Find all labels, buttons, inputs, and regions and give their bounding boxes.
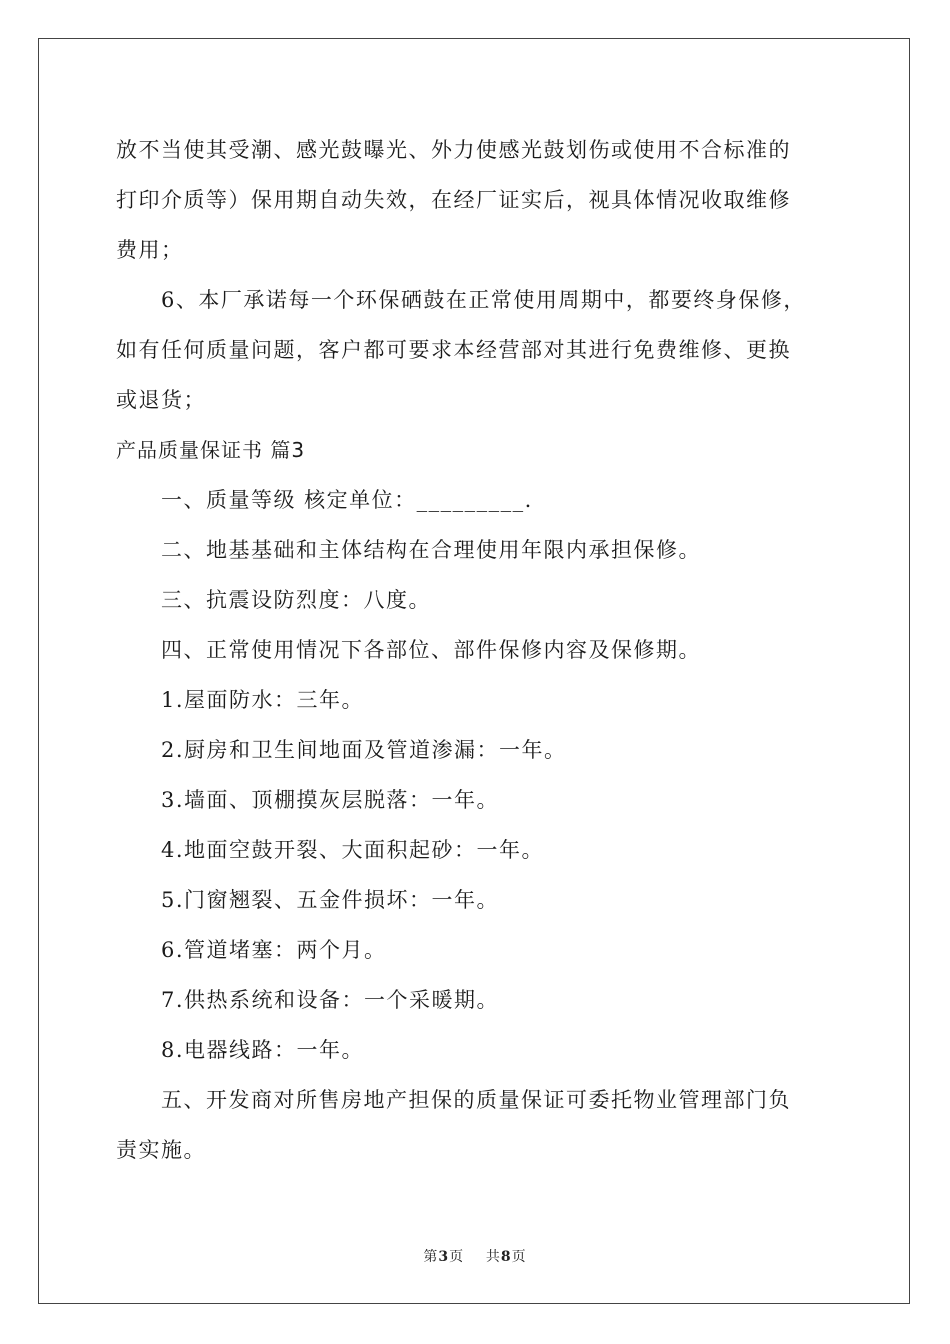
list-item: 3.墙面、顶棚摸灰层脱落：一年。 [161, 788, 500, 812]
list-item: 6.管道堵塞：两个月。 [161, 938, 387, 962]
list-item: 二、地基基础和主体结构在合理使用年限内承担保修。 [161, 538, 701, 562]
list-item: 4.地面空鼓开裂、大面积起砂：一年。 [161, 838, 545, 862]
list-item: 5.门窗翘裂、五金件损坏：一年。 [161, 888, 500, 912]
list-item: 7.供热系统和设备：一个采暖期。 [161, 988, 500, 1012]
page-number: 3 [438, 1249, 450, 1265]
page-prefix: 第 [423, 1249, 439, 1265]
total-pages: 8 [500, 1249, 512, 1265]
page-footer [0, 1246, 950, 1266]
total-prefix: 共 [485, 1249, 501, 1265]
list-item: 五、开发商对所售房地产担保的质量保证可委托物业管理部门负 [161, 1088, 791, 1112]
page-suffix: 页 [449, 1249, 465, 1265]
list-item: 2.厨房和卫生间地面及管道渗漏：一年。 [161, 738, 567, 762]
paragraph-line: 如有任何质量问题，客户都可要求本经营部对其进行免费维修、更换 [116, 338, 791, 362]
list-item: 8.电器线路：一年。 [161, 1038, 365, 1062]
paragraph-line: 打印介质等）保用期自动失效，在经厂证实后，视具体情况收取维修 [116, 188, 791, 212]
paragraph-line: 费用； [116, 238, 184, 262]
document-body [116, 125, 836, 1175]
paragraph-line: 责实施。 [116, 1138, 206, 1162]
paragraph-line: 或退货； [116, 388, 206, 412]
paragraph-line: 放不当使其受潮、感光鼓曝光、外力使感光鼓划伤或使用不合标准的 [116, 138, 791, 162]
paragraph-line: 6、本厂承诺每一个环保硒鼓在正常使用周期中，都要终身保修， [161, 288, 806, 312]
list-item: 四、正常使用情况下各部位、部件保修内容及保修期。 [161, 638, 701, 662]
list-item: 三、抗震设防烈度：八度。 [161, 588, 431, 612]
section-heading: 产品质量保证书 篇3 [116, 438, 306, 462]
list-item: 1.屋面防水：三年。 [161, 688, 365, 712]
list-item: 一、质量等级 核定单位：_________. [161, 488, 533, 512]
total-suffix: 页 [511, 1249, 527, 1265]
